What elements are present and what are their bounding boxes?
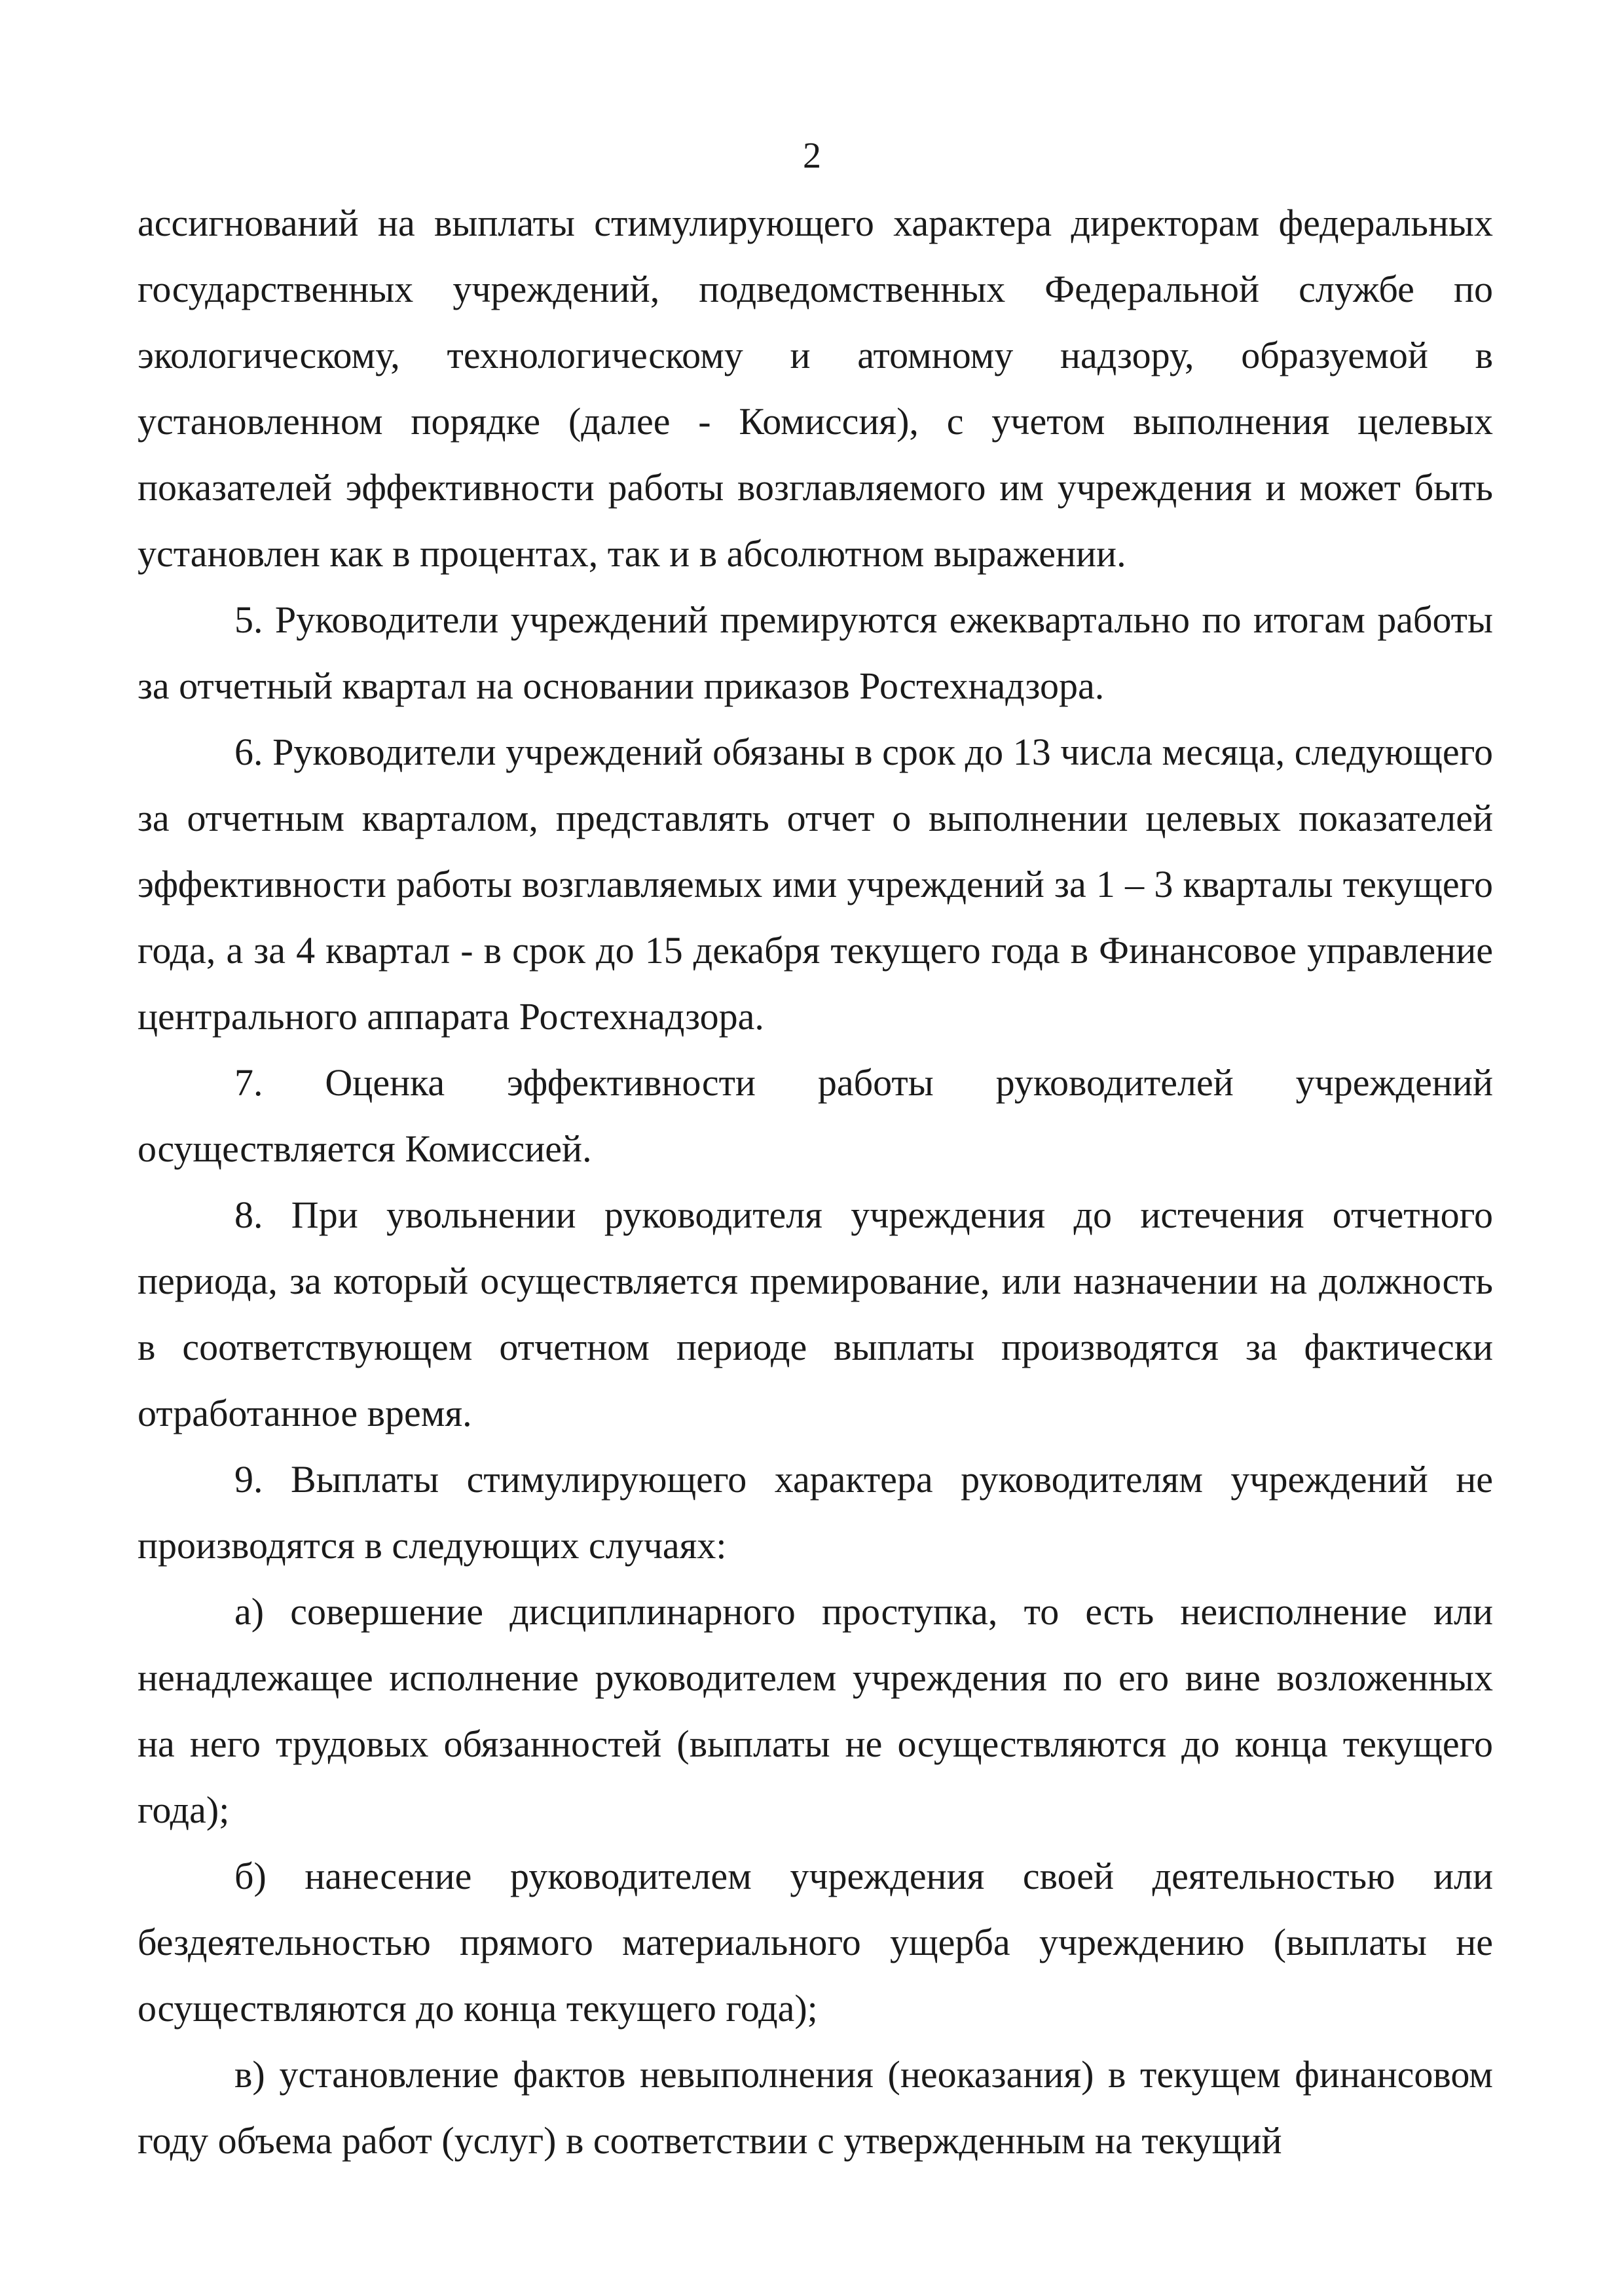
paragraph-9b: б) нанесение руководителем учреждения своей деятельностью или бездеятельностью прямого материального ущерба учреждению (выплаты не осуществляются до конца текущего года); (138, 1855, 1493, 2030)
paragraph-9v: в) установление фактов невыполнения (неоказания) в текущем финансовом году объема работ (услуг) в соответствии с утвержденным на текущий (138, 2053, 1493, 2162)
document-body (138, 190, 1493, 2174)
paragraph-continuation: ассигнований на выплаты стимулирующего характера директорам федеральных государственных учреждений, подведомственных Федеральной службе по экологическому, технологическому и атомному надзору, образуемой в установленном порядке (далее - Комиссия), с учетом выполнения целевых показателей эффективности работы возглавляемого им учреждения и может быть установлен как в процентах, так и в абсолютном выражении. (138, 202, 1493, 575)
paragraph-9a: а) совершение дисциплинарного проступка, то есть неисполнение или ненадлежащее исполнение руководителем учреждения по его вине возложенных на него трудовых обязанностей (выплаты не осуществляются до конца текущего года); (138, 1590, 1493, 1831)
paragraph-7: 7. Оценка эффективности работы руководителей учреждений осуществляется Комиссией. (138, 1061, 1493, 1170)
paragraph-5: 5. Руководители учреждений премируются ежеквартально по итогам работы за отчетный квартал на основании приказов Ростехнадзора. (138, 598, 1493, 707)
paragraph-9: 9. Выплаты стимулирующего характера руководителям учреждений не производятся в следующих случаях: (138, 1458, 1493, 1567)
paragraph-6: 6. Руководители учреждений обязаны в срок до 13 числа месяца, следующего за отчетным кварталом, представлять отчет о выполнении целевых показателей эффективности работы возглавляемых ими учреждений за 1 – 3 кварталы текущего года, а за 4 квартал - в срок до 15 декабря текущего года в Финансовое управление центрального аппарата Ростехнадзора. (138, 731, 1493, 1038)
paragraph-8: 8. При увольнении руководителя учреждения до истечения отчетного периода, за который осуществляется премирование, или назначении на должность в соответствующем отчетном периоде выплаты производятся за фактически отработанное время. (138, 1194, 1493, 1434)
page-number: 2 (803, 136, 821, 176)
